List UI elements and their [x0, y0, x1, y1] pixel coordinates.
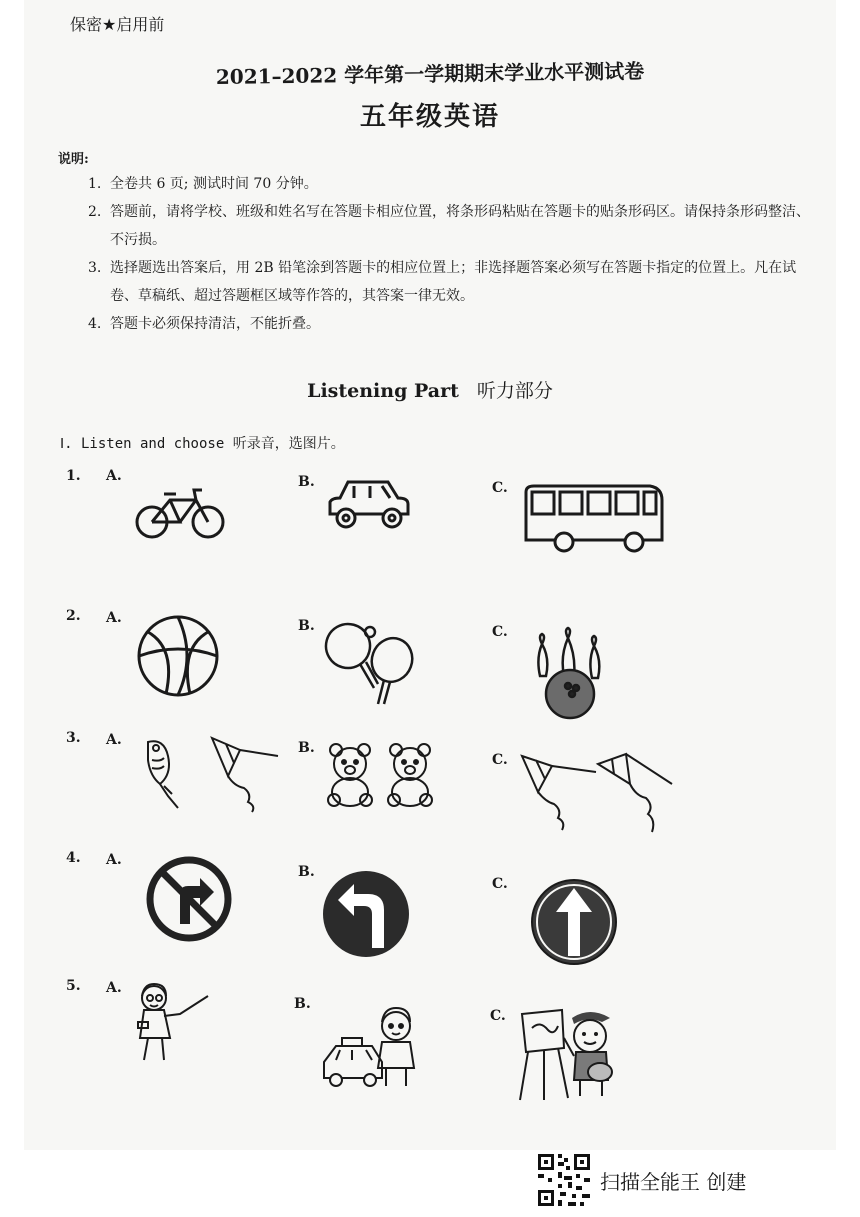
option-letter: C.: [492, 480, 508, 496]
note-number: 4.: [88, 316, 102, 332]
confidential-label: 保密★启用前: [70, 15, 165, 34]
instruction-cn: 听录音，选图片。: [232, 436, 345, 452]
question-number: 4.: [66, 850, 81, 866]
section-title: [0, 376, 860, 403]
go-straight-sign-icon: [530, 878, 618, 966]
bicycle-icon: [134, 484, 228, 542]
question-number: 2.: [66, 608, 81, 624]
option-letter: B.: [298, 474, 315, 490]
option-letter: A.: [106, 468, 122, 484]
painter-icon: [518, 1008, 614, 1102]
option-letter: C.: [492, 752, 508, 768]
bowling-icon: [528, 632, 608, 720]
question-number: 5.: [66, 978, 81, 994]
bus-icon: [522, 484, 666, 556]
option-letter: A.: [106, 852, 122, 868]
option-letter: C.: [492, 624, 508, 640]
two-teddy-bears-icon: [324, 742, 440, 806]
exam-title: 2021–2022 学年第一学期期末学业水平测试卷: [215, 59, 645, 89]
ping-pong-paddles-icon: [322, 620, 418, 706]
note-text: 选择题选出答案后，用 2B 铅笔涂到答题卡的相应位置上；非选择题答案必须写在答题卡指定的位置上。凡在试卷、草稿纸、超过答题框区域等作答的，其答案一律无效。: [110, 260, 797, 304]
notes-heading: 说明:: [58, 152, 89, 167]
option-letter: A.: [106, 980, 122, 996]
note-item: [88, 170, 818, 198]
note-number: 3.: [88, 260, 102, 276]
taxi-driver-icon: [322, 1006, 424, 1088]
qr-code-icon: [536, 1152, 592, 1208]
note-number: 2.: [88, 204, 102, 220]
turn-left-sign-icon: [322, 870, 410, 958]
question-number: 1.: [66, 468, 81, 484]
option-letter: B.: [298, 864, 315, 880]
option-letter: B.: [298, 740, 315, 756]
question-number: 3.: [66, 730, 81, 746]
note-item: [88, 254, 818, 310]
basketball-icon: [136, 614, 220, 698]
teacher-icon: [132, 982, 210, 1066]
option-letter: A.: [106, 732, 122, 748]
scanner-watermark: 扫描全能王 创建: [600, 1170, 747, 1194]
option-letter: C.: [490, 1008, 506, 1024]
exam-subtitle: 五年级英语: [359, 102, 500, 132]
note-text: 全卷共 6 页; 测试时间 70 分钟。: [110, 176, 318, 192]
option-letter: C.: [492, 876, 508, 892]
section-title-en: Listening Part: [307, 380, 459, 402]
note-text: 答题前，请将学校、班级和姓名写在答题卡相应位置，将条形码粘贴在答题卡的贴条形码区。请保持条形码整洁、不污损。: [110, 204, 810, 248]
note-number: 1.: [88, 176, 102, 192]
option-letter: B.: [294, 996, 311, 1012]
two-kites-icon: [520, 752, 672, 834]
section-title-cn: 听力部分: [476, 380, 553, 402]
note-item: [88, 310, 818, 338]
option-letter: B.: [298, 618, 315, 634]
note-item: [88, 198, 818, 254]
option-letter: A.: [106, 610, 122, 626]
fish-kite-and-kite-icon: [138, 736, 278, 812]
no-right-turn-sign-icon: [146, 856, 232, 942]
note-text: 答题卡必须保持清洁，不能折叠。: [110, 316, 320, 332]
instruction-en: Ⅰ. Listen and choose: [60, 436, 225, 452]
car-icon: [326, 476, 412, 532]
part-instruction: [60, 433, 345, 453]
